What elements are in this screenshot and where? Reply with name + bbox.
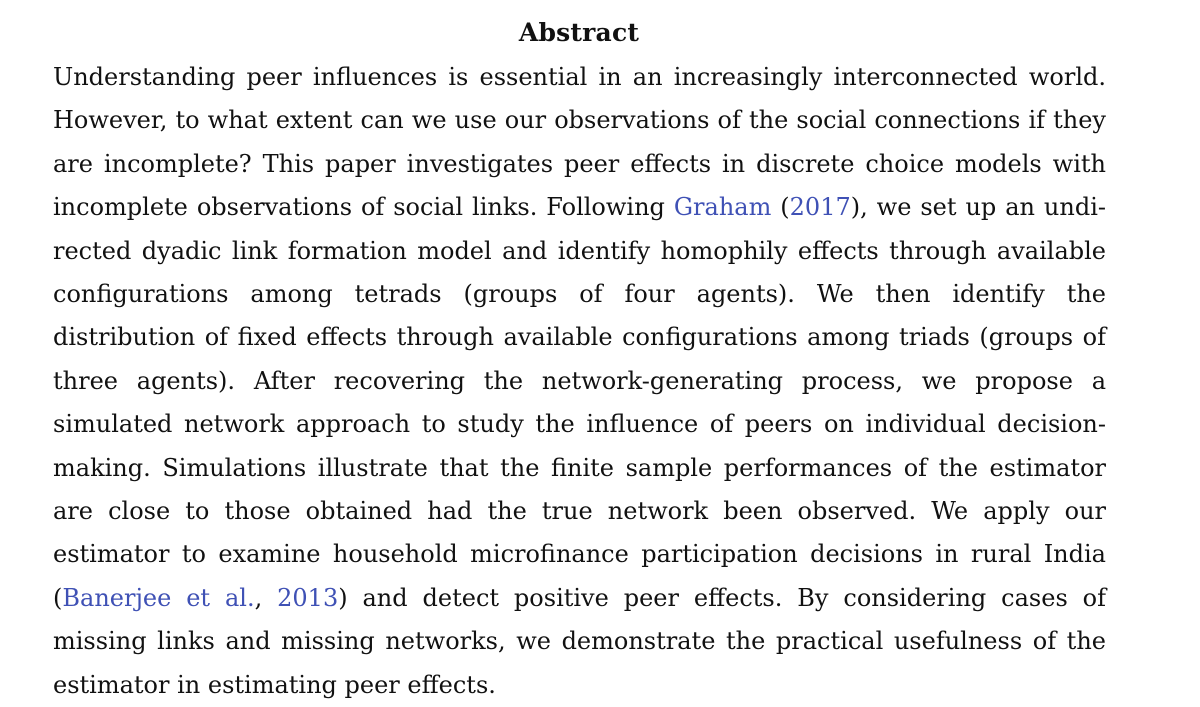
abstract-text-segment: Understanding peer influences is essential in an increasingly interconnected world. However, to what extent can we use our observations of the social connections if they are incomplete? This paper investigates peer effects in discrete choice models with incomplete observations of social links. Following xyxy=(53,63,1106,222)
abstract-text-segment: ( xyxy=(771,193,790,222)
citation-author-banerjee[interactable]: Banerjee et al. xyxy=(62,583,255,612)
abstract-heading: Abstract xyxy=(518,18,640,47)
abstract-text-segment: ) and detect positive peer effects. By considering cases of missing links and missing networks, we demonstrate the practical usefulness of the estimator in estimating peer effects. xyxy=(53,583,1106,699)
abstract-paragraph xyxy=(53,56,1106,707)
abstract-text-segment: , xyxy=(254,583,278,612)
abstract-text-segment: ), we set up an undirected dyadic link formation model and identify homophily effects through available configurations among tetrads (groups of four agents). We then identify the distribution of fixed effects through available configurations among triads (groups of three agents). After recovering the network-generating process, we propose a simulated network approach to study the influence of peers on individual decision-making. Simulations illustrate that the finite sample performances of the estimator are close to those obtained had the true network been observed. We apply our estimator to examine household microfinance participation decisions in rural India ( xyxy=(53,193,1106,612)
citation-author-graham[interactable]: Graham xyxy=(673,193,772,222)
citation-year-2013[interactable]: 2013 xyxy=(277,583,339,612)
citation-year-2017[interactable]: 2017 xyxy=(789,193,851,222)
